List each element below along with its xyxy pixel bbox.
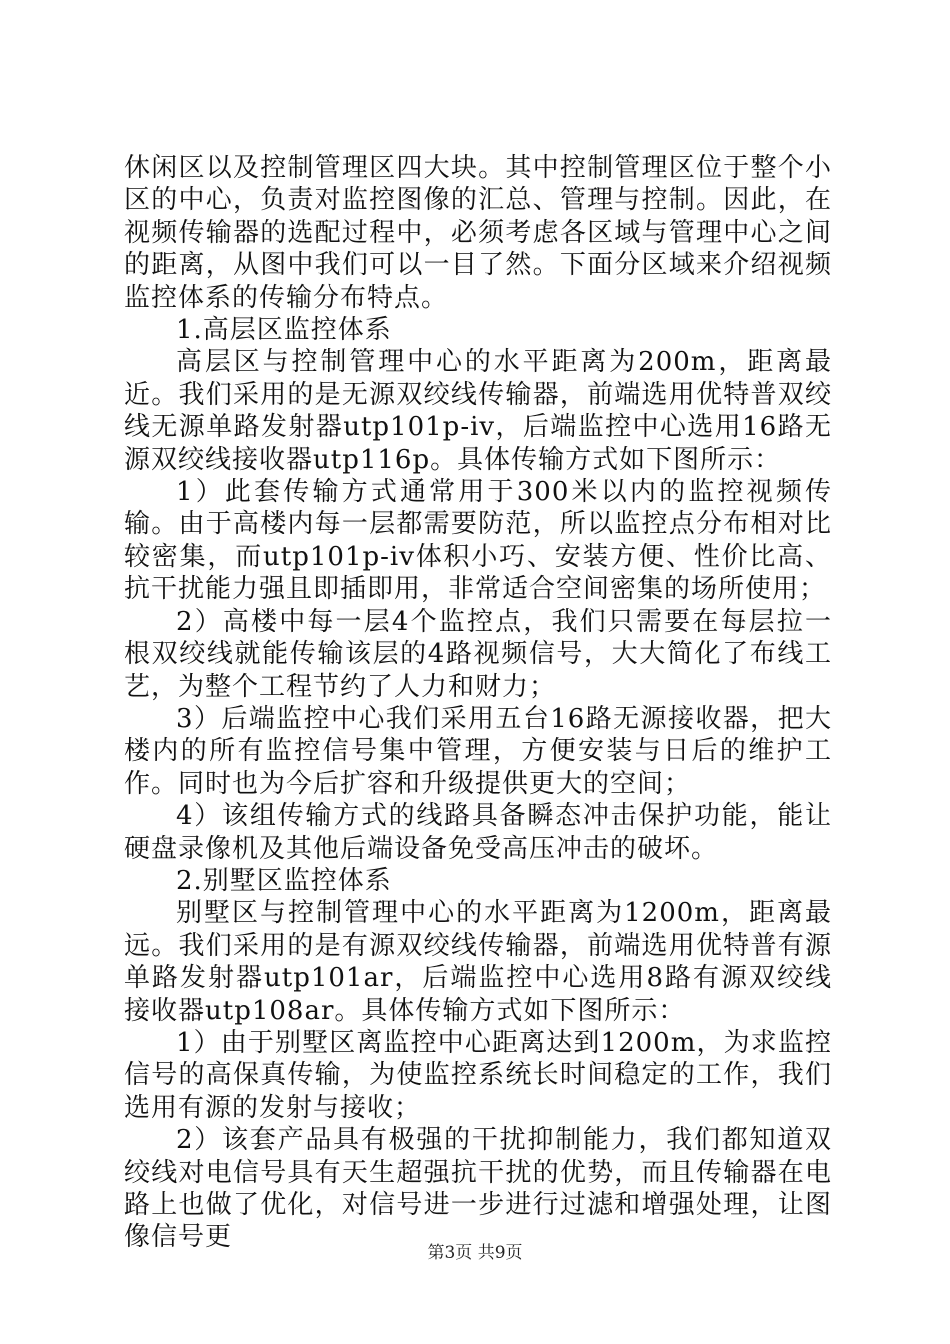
section-heading: 2.别墅区监控体系 bbox=[176, 865, 392, 896]
body-paragraph: 高层区与控制管理中心的水平距离为200m，距离最近。我们采用的是无源双绞线传输器，前端选用优特普双绞线无源单路发射器utp101p-iv，后端监控中心选用16路无源双绞线接收器utp116p。具体传输方式如下图所示： bbox=[124, 347, 832, 475]
page-number-footer: 第3页 共9页 bbox=[427, 1243, 523, 1263]
list-item: 3）后端监控中心我们采用五台16路无源接收器，把大楼内的所有监控信号集中管理，方便安装与日后的维护工作。同时也为今后扩容和升级提供更大的空间； bbox=[124, 703, 832, 799]
list-item: 2）高楼中每一层4个监控点，我们只需要在每层拉一根双绞线就能传输该层的4路视频信号，大大简化了布线工艺，为整个工程节约了人力和财力； bbox=[124, 606, 832, 702]
list-item: 2）该套产品具有极强的干扰抑制能力，我们都知道双绞线对电信号具有天生超强抗干扰的优势，而且传输器在电路上也做了优化，对信号进一步进行过滤和增强处理，让图像信号更 bbox=[124, 1125, 832, 1253]
section-heading: 1.高层区监控体系 bbox=[176, 315, 392, 346]
document-body bbox=[124, 152, 832, 1254]
list-item: 4）该组传输方式的线路具备瞬态冲击保护功能，能让硬盘录像机及其他后端设备免受高压冲击的破坏。 bbox=[124, 801, 832, 864]
list-item: 1）此套传输方式通常用于300米以内的监控视频传输。由于高楼内每一层都需要防范，所以监控点分布相对比较密集，而utp101p-iv体积小巧、安装方便、性价比高、抗干扰能力强且即插即用，非常适合空间密集的场所使用； bbox=[124, 477, 832, 605]
body-paragraph: 休闲区以及控制管理区四大块。其中控制管理区位于整个小区的中心，负责对监控图像的汇总、管理与控制。因此，在视频传输器的选配过程中，必须考虑各区域与管理中心之间的距离，从图中我们可以一目了然。下面分区域来介绍视频监控体系的传输分布特点。 bbox=[124, 153, 832, 313]
body-paragraph: 别墅区与控制管理中心的水平距离为1200m，距离最远。我们采用的是有源双绞线传输器，前端选用优特普有源单路发射器utp101ar，后端监控中心选用8路有源双绞线接收器utp108ar。具体传输方式如下图所示： bbox=[124, 898, 832, 1026]
list-item: 1）由于别墅区离监控中心距离达到1200m，为求监控信号的高保真传输，为使监控系统长时间稳定的工作，我们选用有源的发射与接收； bbox=[124, 1027, 832, 1123]
